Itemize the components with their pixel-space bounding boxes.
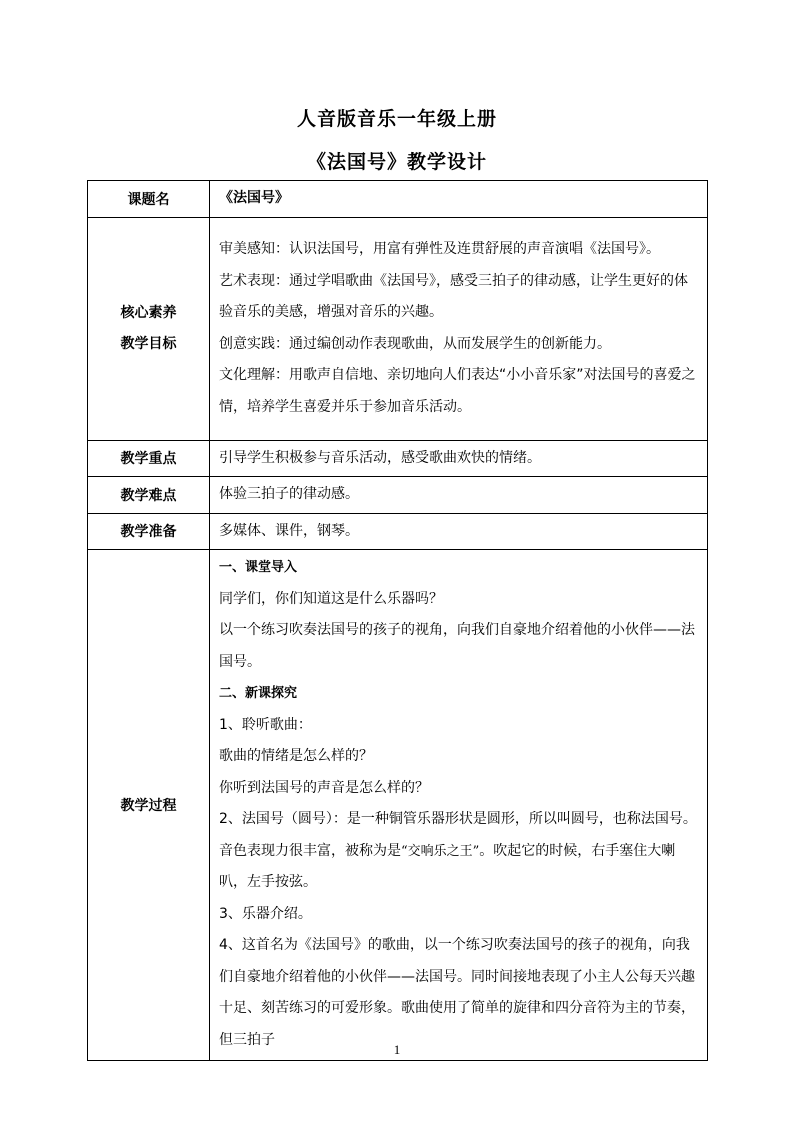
row-label-key-points: 教学重点 <box>88 440 210 477</box>
table-row-topic <box>88 181 708 218</box>
lesson-plan-table <box>87 180 708 1061</box>
goal-item: 审美感知：认识法国号，用富有弹性及连贯舒展的声音演唱《法国号》。 <box>219 241 660 257</box>
process-question: 你听到法国号的声音是怎么样的？ <box>219 779 429 796</box>
horn-text-b: 。吹起它的时候，右手塞住大喇叭，左手按弦。 <box>219 842 676 890</box>
table-row-key-points <box>88 440 708 477</box>
goal-item: 艺术表现：通过学唱歌曲《法国号》，感受三拍子的律动感，让学生更好的体验音乐的美感，增强对音乐的兴趣。 <box>219 272 688 320</box>
process-content <box>210 550 708 1061</box>
process-item <box>219 804 699 899</box>
process-item: 3、乐器介绍。 <box>219 905 312 922</box>
goals-label-line2: 教学目标 <box>120 335 177 352</box>
row-label-process: 教学过程 <box>88 550 210 1061</box>
process-item: 4、这首名为《法国号》的歌曲，以一个练习吹奏法国号的孩子的视角，向我们自豪地介绍着他的小伙伴——法国号。同时间接地表现了小主人公每天兴趣十足、刻苦练习的可爱形象。歌曲使用了简单的旋律和四分音符为主的节奏，但三拍子 <box>219 937 695 1048</box>
preparation-value: 多媒体、课件，钢琴。 <box>210 513 708 550</box>
horn-text-a: 2、法国号（圆号）：是一种铜管乐器形状是圆形，所以叫圆号，也称法国号。音色表现力很丰富，被称为是 <box>219 811 697 859</box>
table-row-difficulties <box>88 477 708 514</box>
section-heading: 一、课堂导入 <box>219 560 298 575</box>
process-line: 同学们，你们知道这是什么乐器吗？ <box>219 590 443 607</box>
row-label-topic: 课题名 <box>88 181 210 218</box>
table-row-goals <box>88 217 708 440</box>
goal-item: 创意实践：通过编创动作表现歌曲，从而发展学生的创新能力。 <box>219 335 611 352</box>
goals-content <box>210 217 708 440</box>
key-points-value: 引导学生积极参与音乐活动，感受歌曲欢快的情绪。 <box>210 440 708 477</box>
table-row-process <box>88 550 708 1061</box>
difficulties-value: 体验三拍子的律动感。 <box>210 477 708 514</box>
goal-item: 文化理解：用歌声自信地、亲切地向人们表达“小小音乐家”对法国号的喜爱之情，培养学生喜爱并乐于参加音乐活动。 <box>219 367 696 415</box>
page-number: 1 <box>393 1042 401 1057</box>
topic-value: 《法国号》 <box>210 181 708 218</box>
section-heading: 二、新课探究 <box>219 686 298 701</box>
table-row-preparation <box>88 513 708 550</box>
process-question: 歌曲的情绪是怎么样的？ <box>219 748 373 764</box>
document-subtitle: 《法国号》教学设计 <box>306 151 487 173</box>
horn-quote: “交响乐之王” <box>401 843 480 859</box>
process-line: 以一个练习吹奏法国号的孩子的视角，向我们自豪地介绍着他的小伙伴——法国号。 <box>219 622 695 670</box>
row-label-preparation: 教学准备 <box>88 513 210 550</box>
goals-label-line1: 核心素养 <box>120 304 177 321</box>
row-label-goals <box>88 217 210 440</box>
document-title: 人音版音乐一年级上册 <box>296 108 497 130</box>
row-label-difficulties: 教学难点 <box>88 477 210 514</box>
process-item: 1、聆听歌曲： <box>219 716 312 733</box>
